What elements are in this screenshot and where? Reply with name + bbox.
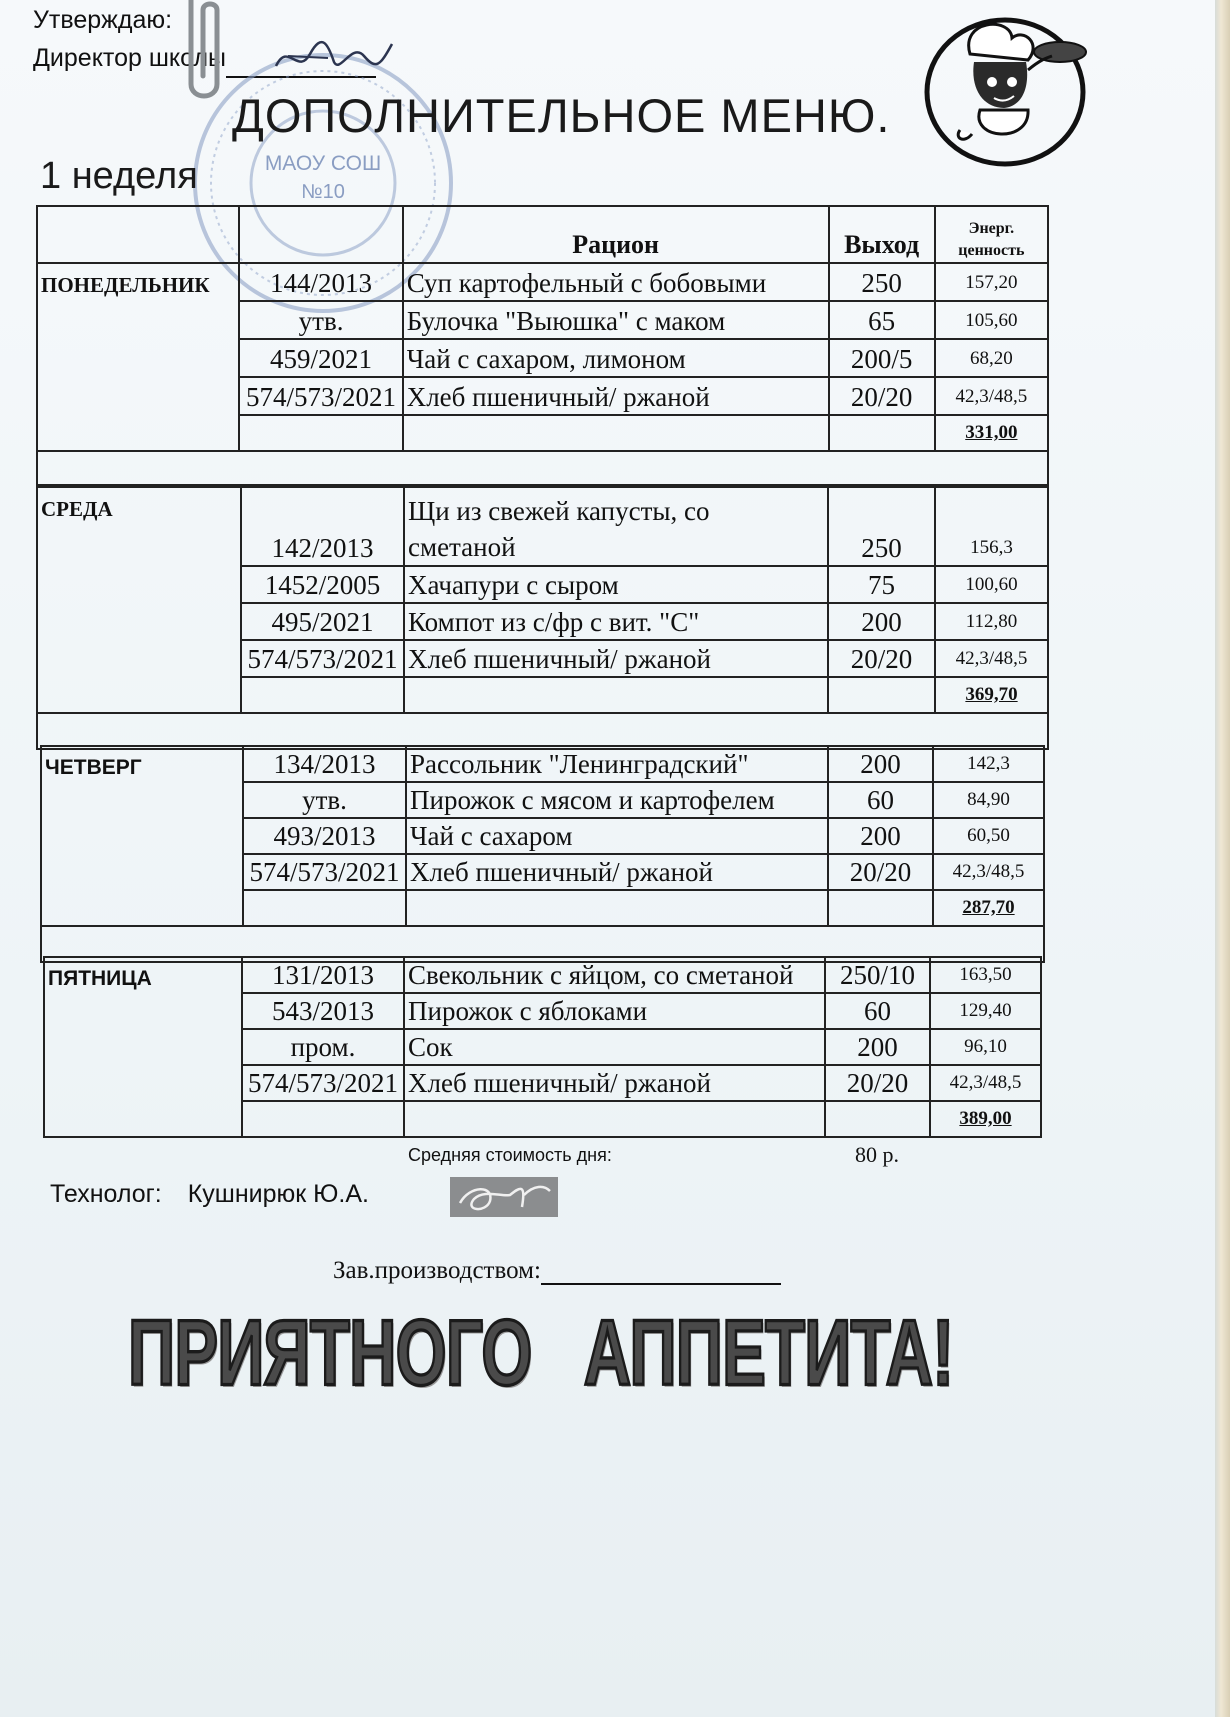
dish-code: 131/2013 (242, 957, 404, 993)
dish-name: Хлеб пшеничный/ ржаной (406, 854, 828, 890)
technologist-signature (450, 1177, 558, 1217)
total-empty-output (828, 677, 935, 713)
dish-output: 20/20 (829, 377, 935, 415)
friday-table (43, 956, 1042, 1138)
production-signature-line (541, 1259, 781, 1285)
dish-code: 543/2013 (242, 993, 404, 1029)
avg-cost-label: Средняя стоимость дня: (408, 1145, 612, 1165)
day-total: 369,70 (935, 677, 1048, 713)
dish-output: 20/20 (828, 854, 933, 890)
week-label: 1 неделя (40, 155, 198, 197)
dish-code: 495/2021 (241, 603, 404, 640)
total-empty-dish (404, 1101, 825, 1137)
dish-energy: 42,3/48,5 (935, 377, 1048, 415)
dish-code: 144/2013 (239, 263, 402, 301)
dish-name: Щи из свежей капусты, со (408, 496, 710, 526)
stamp-line1: МАОУ СОШ (264, 152, 382, 175)
dish-energy: 60,50 (933, 818, 1044, 854)
dish-output: 250 (828, 487, 935, 566)
technologist-label: Технолог: (50, 1180, 162, 1208)
dish-name: Чай с сахаром (406, 818, 828, 854)
technologist-name: Кушнирюк Ю.А. (187, 1180, 369, 1208)
dish-name: Пирожок с яблоками (404, 993, 825, 1029)
dish-energy: 112,80 (935, 603, 1048, 640)
column-ration: Рацион (403, 206, 829, 263)
dish-output: 250 (829, 263, 935, 301)
dish-energy: 42,3/48,5 (933, 854, 1044, 890)
dish-output: 200 (828, 818, 933, 854)
dish-name: Булочка "Выюшка" с маком (403, 301, 829, 339)
dish-code: 574/573/2021 (241, 640, 404, 677)
thursday-table (40, 745, 1045, 963)
day-total: 389,00 (930, 1101, 1041, 1137)
total-empty-code (239, 415, 402, 451)
dish-name: Компот из с/фр с вит. "С" (404, 603, 828, 640)
total-empty-output (825, 1101, 930, 1137)
dish-output: 60 (825, 993, 930, 1029)
dish-energy: 84,90 (933, 782, 1044, 818)
slogan: ПРИЯТНОГО АППЕТИТА! (128, 1301, 954, 1405)
dish-output: 75 (828, 566, 935, 603)
dish-energy: 156,3 (935, 487, 1048, 566)
paper-clip-icon (177, 0, 229, 108)
director-signature (268, 36, 398, 78)
day-name: СРЕДА (37, 487, 241, 713)
day-name: ЧЕТВЕРГ (41, 746, 243, 926)
dish-energy: 129,40 (930, 993, 1041, 1029)
dish-code: 459/2021 (239, 339, 402, 377)
total-empty-code (241, 677, 404, 713)
production-label: Зав.производством: (333, 1257, 541, 1284)
dish-code: 493/2013 (243, 818, 406, 854)
total-empty-dish (406, 890, 828, 926)
dish-name-cont: сметаной (408, 532, 516, 562)
day-spacer (37, 713, 1048, 749)
dish-energy: 100,60 (935, 566, 1048, 603)
total-empty-output (829, 415, 935, 451)
dish-code: 134/2013 (243, 746, 406, 782)
dish-output: 20/20 (828, 640, 935, 677)
dish-name: Чай с сахаром, лимоном (403, 339, 829, 377)
dish-output: 200/5 (829, 339, 935, 377)
production-line (333, 1257, 781, 1285)
dish-code: 574/573/2021 (243, 854, 406, 890)
dish-code: 574/573/2021 (242, 1065, 404, 1101)
dish-name: Хлеб пшеничный/ ржаной (403, 377, 829, 415)
dish-energy: 105,60 (935, 301, 1048, 339)
dish-code: 574/573/2021 (239, 377, 402, 415)
dish-name: Хачапури с сыром (404, 566, 828, 603)
technologist-line (50, 1180, 369, 1209)
dish-output: 200 (825, 1029, 930, 1065)
dish-energy: 142,3 (933, 746, 1044, 782)
approve-label: Утверждаю: (33, 6, 173, 34)
chef-logo-icon (920, 10, 1090, 170)
page-title: ДОПОЛНИТЕЛЬНОЕ МЕНЮ. (232, 89, 891, 142)
dish-energy: 42,3/48,5 (930, 1065, 1041, 1101)
total-empty-code (242, 1101, 404, 1137)
dish-code: утв. (239, 301, 402, 339)
total-empty-code (243, 890, 406, 926)
monday-table (36, 205, 1049, 486)
day-name: ПОНЕДЕЛЬНИК (37, 263, 239, 451)
dish-name: Хлеб пшеничный/ ржаной (404, 640, 828, 677)
total-empty-dish (404, 677, 828, 713)
dish-energy: 68,20 (935, 339, 1048, 377)
dish-code: утв. (243, 782, 406, 818)
dish-energy: 157,20 (935, 263, 1048, 301)
dish-name: Суп картофельный с бобовыми (403, 263, 829, 301)
total-empty-output (828, 890, 933, 926)
dish-name: Сок (404, 1029, 825, 1065)
dish-output: 20/20 (825, 1065, 930, 1101)
dish-energy: 96,10 (930, 1029, 1041, 1065)
dish-name: Свекольник с яйцом, со сметаной (404, 957, 825, 993)
stamp-line2: №10 (301, 181, 345, 203)
day-name: ПЯТНИЦА (44, 957, 242, 1137)
dish-name: Хлеб пшеничный/ ржаной (404, 1065, 825, 1101)
approval-block (33, 0, 227, 72)
avg-cost-value: 80 р. (855, 1142, 899, 1167)
paper-edge (1215, 0, 1230, 1717)
dish-name: Пирожок с мясом и картофелем (406, 782, 828, 818)
wednesday-table (36, 486, 1049, 750)
dish-output: 65 (829, 301, 935, 339)
director-label: Директор школы (33, 44, 227, 72)
dish-code: пром. (242, 1029, 404, 1065)
column-energy: Энерг. ценность (935, 206, 1048, 263)
dish-energy: 163,50 (930, 957, 1041, 993)
dish-energy: 42,3/48,5 (935, 640, 1048, 677)
dish-output: 60 (828, 782, 933, 818)
day-spacer (37, 451, 1048, 485)
day-total: 287,70 (933, 890, 1044, 926)
dish-name: Рассольник "Ленинградский" (406, 746, 828, 782)
header-empty-day (37, 206, 239, 263)
column-output: Выход (829, 206, 935, 263)
header-empty-code (239, 206, 402, 263)
total-empty-dish (403, 415, 829, 451)
day-total: 331,00 (935, 415, 1048, 451)
dish-code: 142/2013 (241, 487, 404, 566)
dish-output: 250/10 (825, 957, 930, 993)
dish-code: 1452/2005 (241, 566, 404, 603)
dish-name-multiline (404, 487, 828, 566)
dish-output: 200 (828, 603, 935, 640)
dish-output: 200 (828, 746, 933, 782)
